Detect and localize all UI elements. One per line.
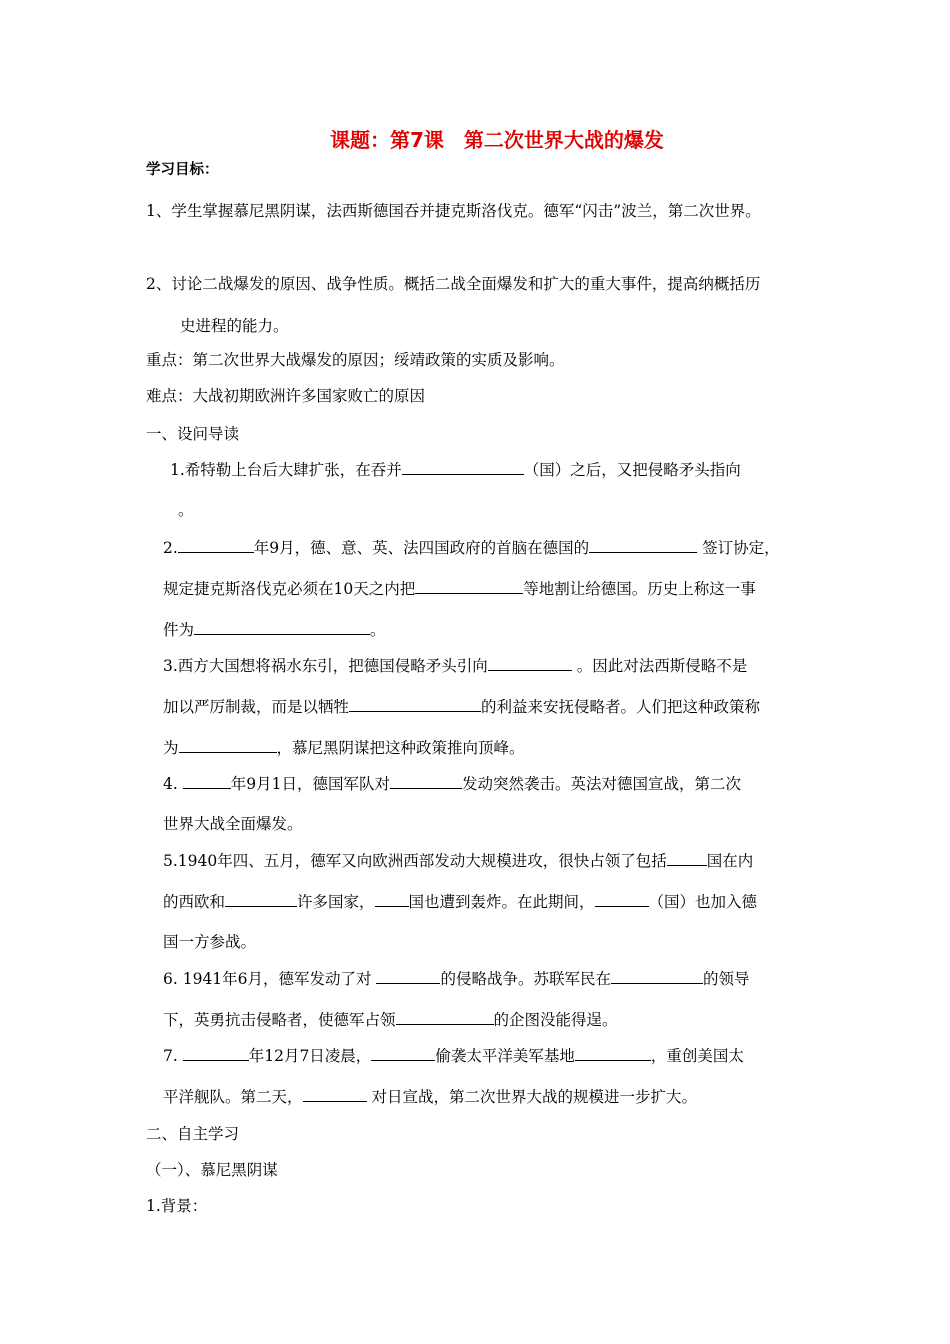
q5-text-c: 的西欧和 [163, 893, 226, 911]
section-heading-guided-questions: 一、设问导读 [146, 425, 240, 443]
q7-blank-country[interactable] [371, 1045, 435, 1061]
q6-text-e: 的企图没能得逞。 [493, 1011, 618, 1029]
q5-blank-country-1[interactable] [667, 850, 707, 866]
q3-text-d: 的利益来安抚侵略者。人们把这种政策称 [481, 698, 761, 716]
q6-text-d: 下，英勇抗击侵略者，使德军占领 [163, 1011, 396, 1029]
q4-text-b: 年9月1日，德国军队对 [230, 775, 390, 793]
question-6-line-1 [163, 968, 749, 989]
q1-text-b: （国）之后，又把侵略矛头指向 [523, 461, 741, 479]
question-7-line-2 [163, 1086, 697, 1107]
q5-text-f: （国）也加入德 [648, 893, 758, 911]
q2-text-e: 等地割让给德国。历史上称这一事 [523, 580, 756, 598]
q5-blank-country-2[interactable] [375, 891, 409, 907]
q3-blank-target[interactable] [488, 655, 572, 671]
section-heading-self-study: 二、自主学习 [146, 1125, 240, 1143]
q7-blank-year[interactable] [183, 1045, 249, 1061]
question-5-line-2 [163, 891, 757, 912]
q4-text-a: 4. [163, 775, 183, 793]
question-2-line-3 [163, 619, 386, 640]
q6-blank-country[interactable] [376, 968, 440, 984]
q7-text-c: 偷袭太平洋美军基地 [435, 1047, 575, 1065]
q3-text-f: ，慕尼黑阴谋把这种政策推向顶峰。 [276, 739, 525, 757]
q6-text-b: 的侵略战争。苏联军民在 [440, 970, 611, 988]
q6-text-c: 的领导 [702, 970, 750, 988]
q3-blank-sacrifice[interactable] [349, 696, 481, 712]
q2-text-g: 。 [370, 621, 386, 639]
q4-text-c: 发动突然袭击。英法对德国宣战，第二次 [461, 775, 741, 793]
q2-text-a: 2. [163, 539, 178, 557]
q7-blank-base[interactable] [575, 1045, 651, 1061]
q3-text-e: 为 [163, 739, 179, 757]
q7-text-b: 年12月7日凌晨， [248, 1047, 372, 1065]
key-point: 重点：第二次世界大战爆发的原因；绥靖政策的实质及影响。 [146, 351, 565, 369]
q6-text-a: 6. 1941年6月，德军发动了对 [163, 970, 377, 988]
objectives-heading: 学习目标： [146, 162, 219, 178]
q5-blank-country-3[interactable] [595, 891, 649, 907]
question-1-line-2 [178, 500, 194, 520]
question-3-line-1 [163, 655, 747, 676]
q2-blank-region[interactable] [415, 578, 523, 594]
q6-blank-leader[interactable] [611, 968, 703, 984]
q1-text-a: 1.希特勒上台后大肆扩张，在吞并 [170, 461, 402, 479]
question-2-line-2 [163, 578, 756, 599]
q2-text-d: 规定捷克斯洛伐克必须在10天之内把 [163, 580, 416, 598]
q3-text-a: 3.西方大国想将祸水东引，把德国侵略矛头引向 [163, 657, 488, 675]
q4-text-d: 世界大战全面爆发。 [163, 815, 303, 833]
q5-blank-region[interactable] [225, 891, 297, 907]
question-4-line-1 [163, 773, 741, 794]
q1-text-c: 。 [178, 501, 194, 519]
q4-blank-country[interactable] [390, 773, 462, 789]
q2-blank-city[interactable] [589, 537, 697, 553]
q2-text-b: 年9月，德、意、英、法四国政府的首脑在德国的 [253, 539, 590, 557]
q7-blank-declarer[interactable] [303, 1086, 367, 1102]
q5-text-a: 5.1940年四、五月，德军又向欧洲西部发动大规模进攻，很快占领了包括 [163, 852, 667, 870]
question-7-line-1 [163, 1045, 744, 1066]
q3-blank-policy[interactable] [179, 737, 277, 753]
question-1-line-1 [170, 459, 741, 480]
q5-text-b: 国在内 [706, 852, 754, 870]
lesson-title: 课题：第7课 第二次世界大战的爆发 [330, 128, 664, 152]
q5-text-g: 国一方参战。 [163, 933, 257, 951]
objective-1: 1、学生掌握慕尼黑阴谋，法西斯德国吞并捷克斯洛伐克。德军“闪击”波兰，第二次世界。 [146, 202, 761, 220]
q2-blank-year[interactable] [178, 537, 254, 553]
question-5-line-1 [163, 850, 753, 871]
question-3-line-3 [163, 737, 525, 758]
q3-text-c: 加以严厉制裁，而是以牺牲 [163, 698, 350, 716]
q7-text-e: 平洋舰队。第二天， [163, 1088, 303, 1106]
q2-text-f: 件为 [163, 621, 195, 639]
question-4-line-2 [163, 814, 303, 834]
q1-blank-country[interactable] [402, 459, 524, 475]
difficult-point: 难点：大战初期欧洲许多国家败亡的原因 [146, 387, 426, 405]
q6-blank-city[interactable] [396, 1009, 494, 1025]
q7-text-f: 对日宣战，第二次世界大战的规模进一步扩大。 [366, 1088, 697, 1106]
background-label: 1.背景： [146, 1197, 208, 1215]
objective-2-line-2: 史进程的能力。 [180, 317, 289, 335]
q5-text-d: 许多国家， [297, 893, 375, 911]
subsection-munich-conspiracy: （一）、慕尼黑阴谋 [146, 1161, 278, 1179]
question-5-line-3 [163, 932, 256, 952]
objective-2-line-1: 2、讨论二战爆发的原因、战争性质。概括二战全面爆发和扩大的重大事件，提高纳概括历 [146, 275, 761, 293]
question-3-line-2 [163, 696, 760, 717]
question-6-line-2 [163, 1009, 618, 1030]
q7-text-a: 7. [163, 1047, 183, 1065]
q5-text-e: 国也遭到轰炸。在此期间， [408, 893, 595, 911]
question-2-line-1 [163, 537, 780, 558]
q7-text-d: ，重创美国太 [650, 1047, 744, 1065]
q2-blank-event[interactable] [194, 619, 370, 635]
q3-text-b: 。因此对法西斯侵略不是 [571, 657, 748, 675]
q4-blank-year[interactable] [183, 773, 231, 789]
q2-text-c: 签订协定， [697, 539, 780, 557]
